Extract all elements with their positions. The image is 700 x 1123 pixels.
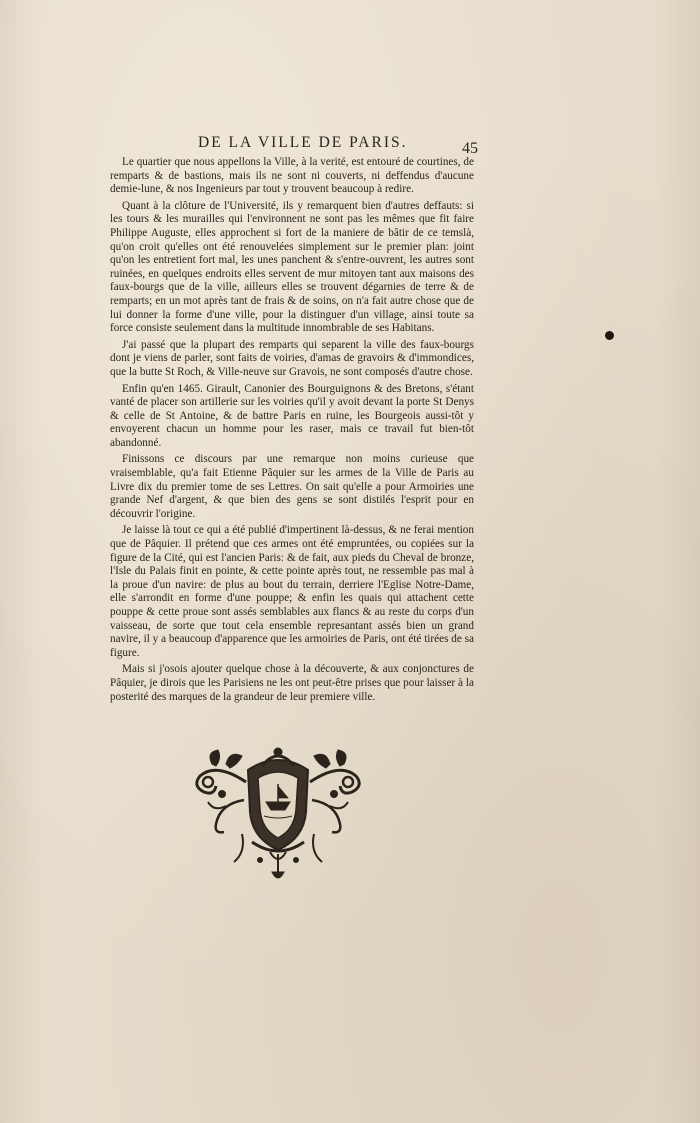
- paragraph: Finissons ce discours par une remarque non moins curieuse que vraisemblable, qu'a fait Etienne Pâquier sur les armes de la Ville de Paris au Livre dix du premier tome de ses Lettres. On sait qu'elle a pour Armoiries une grande Nef d'argent, & que bien des gens se sont distilés l'esprit pour en découvrir l'origine.: [110, 453, 474, 520]
- paragraph: Quant à la clôture de l'Université, ils y remarquent bien d'autres deffauts: si les tours & les murailles qui l'environnent ne sont pas les mêmes que fit faire Philippe Auguste, elles approchent si fort de la maniere de bâtir de ce temslà, qu'on croit qu'elles ont été renouvelées simplement sur le premier plan: joint qu'on les entretient fort mal, les unes panchent & s'entre-ouvrent, les autres sont ruinées, en quelques endroits elles servent de mur mitoyen tant aux maisons des faux-bourgs que de la ville, ailleurs elles se trouvent dégarnies de terre & de remparts; en un mot après tant de frais & de soins, on n'a fait autre chose que de lui donner la forme d'une ville, pour la distinguer d'un village, ainsi toute sa force consiste seulement dans la multitude innombrable de ses Habitans.: [110, 199, 474, 335]
- cul-de-lampe-ornament-icon: [186, 742, 370, 884]
- running-title: DE LA VILLE DE PARIS.: [198, 134, 408, 151]
- body-text: [110, 156, 474, 707]
- paragraph: Le quartier que nous appellons la Ville, à la verité, est entouré de courtines, de remparts & de bastions, mais ils ne sont ni couverts, ni deffendus d'aucune demie-lune, & nos Ingenieurs par tout y trouvent beaucoup à redire.: [110, 156, 474, 196]
- paragraph: Enfin qu'en 1465. Girault, Canonier des Bourguignons & des Bretons, s'étant vanté de placer son artillerie sur les voiries qu'il y avoit devant la porte St Denys & celle de St Antoine, & de battre Paris en ruine, les Bourgeois aussi-tôt y envoyerent chacun un homme pour les raser, mais ce travail fut bien-tôt abandonné.: [110, 382, 474, 449]
- page-number: 45: [462, 140, 478, 157]
- ink-spot: [605, 331, 614, 340]
- paragraph: J'ai passé que la plupart des remparts qui separent la ville des faux-bourgs dont je viens de parler, sont faits de voiries, d'amas de gravoirs & d'immondices, que la butte St Roch, & Ville-neuve sur Gravois, ne sont composés d'autre chose.: [110, 338, 474, 378]
- paragraph: Je laisse là tout ce qui a été publié d'impertinent là-dessus, & ne ferai mention que de Pâquier. Il prétend que ces armes ont été empruntées, ou copiées sur la figure de la Cité, qui est l'ancien Paris: & de fait, aux pieds du Cheval de bronze, l'Isle du Palais finit en pointe, & cette pointe après tout, ne ressemble pas mal à la proue d'un navire: de plus au bout du terrain, derriere l'Eglise Notre-Dame, elle s'arrondit en forme d'une pouppe; & enfin les quais qui attachent cette pouppe & cette proue sont assés semblables aux flancs & au reste du corps d'un vaisseau, de sorte que tout cela ensemble represantant assés bien un grand navire, il y a beaucoup d'apparence que les armoiries de Paris, ont été tirées de sa figure.: [110, 524, 474, 659]
- paragraph: Mais si j'osois ajouter quelque chose à la découverte, & aux conjonctures de Pâquier, je dirois que les Parisiens ne les ont peut-être prises que pour laisser à la posterité des marques de la grandeur de leur premiere ville.: [110, 663, 474, 703]
